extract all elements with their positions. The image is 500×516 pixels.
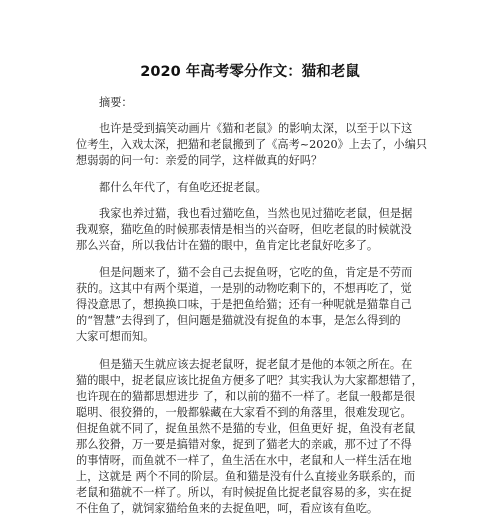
paragraph-line: 的“智慧”去得到了，但问题是猫就没有捉鱼的本事，是怎么得到的 — [76, 314, 401, 327]
paragraph-line: 那么狡猾，万一要是搞错对象，捉到了猫老大的亲戚，那不过了不得 — [76, 438, 412, 451]
paragraph-line: 想弱弱的问一句：亲爱的同学，这样做真的好吗？ — [76, 154, 323, 167]
paragraph-line: 那么兴奋，所以我估计在猫的眼中，鱼肯定比老鼠好吃多了。 — [76, 239, 379, 252]
paragraph-line: 但是猫天生就应该去捉老鼠呀，捉老鼠才是他的本领之所在。在 — [99, 358, 413, 371]
paragraph-line: 获的。这其中有两个渠道，一是别的动物吃剩下的，不想再吃了，觉 — [76, 282, 412, 295]
paragraph-line: 猫的眼中，捉老鼠应该比捉鱼方便多了吧？其实我认为大家都想错了， — [76, 374, 423, 387]
paragraph-line: 我观察，猫吃鱼的时候那表情是相当的兴奋呀，但吃老鼠的时候就没 — [76, 223, 412, 236]
paragraph-line: 不住鱼了，就饲家猫给鱼来的去捉鱼吧，呵，看应该有鱼吃。 — [76, 502, 379, 515]
paragraph-line: 但捉鱼就不同了，捉鱼虽然不是猫的专业，但鱼更好 捉，鱼没有老鼠 — [76, 422, 416, 435]
paragraph-line: 上，这就是 两个不同的阶层。鱼和猫是没有什么直接业务联系的，而 — [76, 470, 416, 483]
paragraph-line: 但是问题来了，猫不会自己去捉鱼呀，它吃的鱼，肯定是不劳而 — [99, 266, 413, 279]
abstract-label: 摘要： — [99, 96, 133, 109]
paragraph-line: 也许现在的猫都思想进步 了，和以前的猫不一样了。老鼠一般都是很 — [76, 390, 416, 403]
paragraph-line: 聪明、很狡猾的，一般都躲藏在大家看不到的角落里，很难发现它。 — [76, 406, 412, 419]
paragraph-line: 我家也养过猫，我也看过猫吃鱼，当然也见过猫吃老鼠，但是据 — [99, 207, 413, 220]
paragraph-line: 大家可想而知。 — [76, 330, 155, 343]
paragraph-line: 老鼠和猫就不一样了。所以，有时候捉鱼比捉老鼠容易的多，实在捉 — [76, 486, 412, 499]
document-title: 2020 年高考零分作文：猫和老鼠 — [140, 64, 360, 80]
paragraph-line: 的事情呀，而鱼就不一样了，鱼生活在水中，老鼠和人一样生活在地 — [76, 454, 412, 467]
paragraph-line: 得没意思了，想换换口味，于是把鱼给猫；还有一种呢就是猫靠自己 — [76, 298, 412, 311]
paragraph-line: 都什么年代了，有鱼吃还捉老鼠。 — [99, 181, 267, 194]
paragraph-line: 也许是受到搞笑动画片《猫和老鼠》的影响太深，以至于以下这 — [99, 122, 413, 135]
paragraph-line: 位考生，入戏太深，把猫和老鼠搬到了《高考~2020》上去了，小编只 — [76, 138, 428, 151]
